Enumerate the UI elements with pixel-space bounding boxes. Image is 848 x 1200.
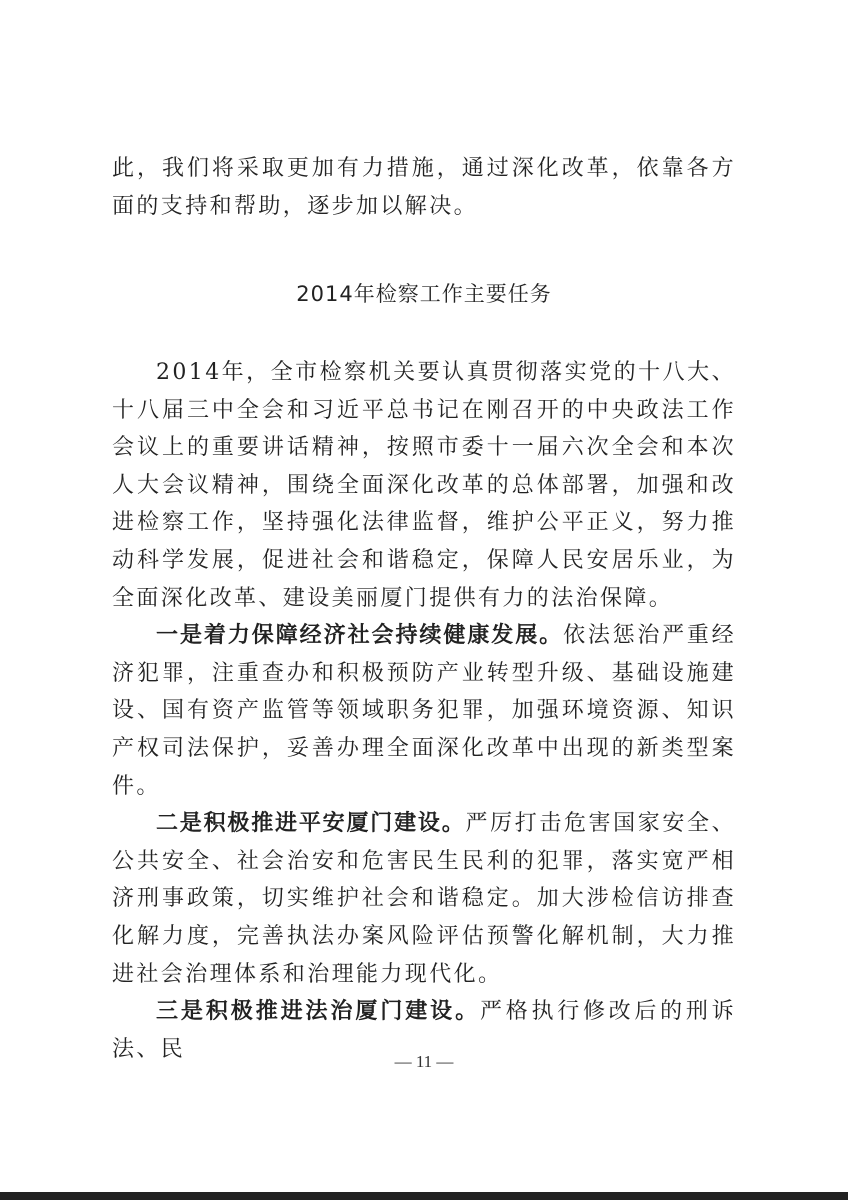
task-heading-3: 三是积极推进法治厦门建设。 <box>156 999 481 1025</box>
task-text-3: 严格执行修改后的刑诉法、民 <box>112 999 736 1062</box>
section-title: 2014年检察工作主要任务 <box>296 282 552 306</box>
task-text-1: 依法惩治严重经济犯罪，注重查办和积极预防产业转型升级、基础设施建设、国有资产监管等领域职务犯罪，加强环境资源、知识产权司法保护，妥善办理全面深化改革中出现的新类型案件。 <box>112 623 736 799</box>
intro-paragraph: 2014年，全市检察机关要认真贯彻落实党的十八大、十八届三中全会和习近平总书记在刚召开的中央政法工作会议上的重要讲话精神，按照市委十一届六次全会和本次人大会议精神，围绕全面深化改革的总体部署，加强和改进检察工作，坚持强化法律监督，维护公平正义，努力推动科学发展，促进社会和谐稳定，保障人民安居乐业，为全面深化改革、建设美丽厦门提供有力的法治保障。 <box>112 360 736 611</box>
task-heading-1: 一是着力保障经济社会持续健康发展。 <box>156 623 564 649</box>
body-paragraphs <box>112 354 736 1068</box>
task-text-2: 严厉打击危害国家安全、公共安全、社会治安和危害民生民利的犯罪，落实宽严相济刑事政策，切实维护社会和谐稳定。加大涉检信访排查化解力度，完善执法办案风险评估预警化解机制，大力推进社会治理体系和治理能力现代化。 <box>112 811 736 987</box>
bottom-border <box>0 1192 848 1200</box>
page-number: — 11 — <box>394 1052 454 1071</box>
task-paragraph-2 <box>112 805 736 993</box>
task-paragraph-1 <box>112 617 736 805</box>
continuation-paragraph: 此，我们将采取更加有力措施，通过深化改革，依靠各方面的支持和帮助，逐步加以解决。 <box>112 156 736 219</box>
task-heading-2: 二是积极推进平安厦门建设。 <box>156 811 466 837</box>
